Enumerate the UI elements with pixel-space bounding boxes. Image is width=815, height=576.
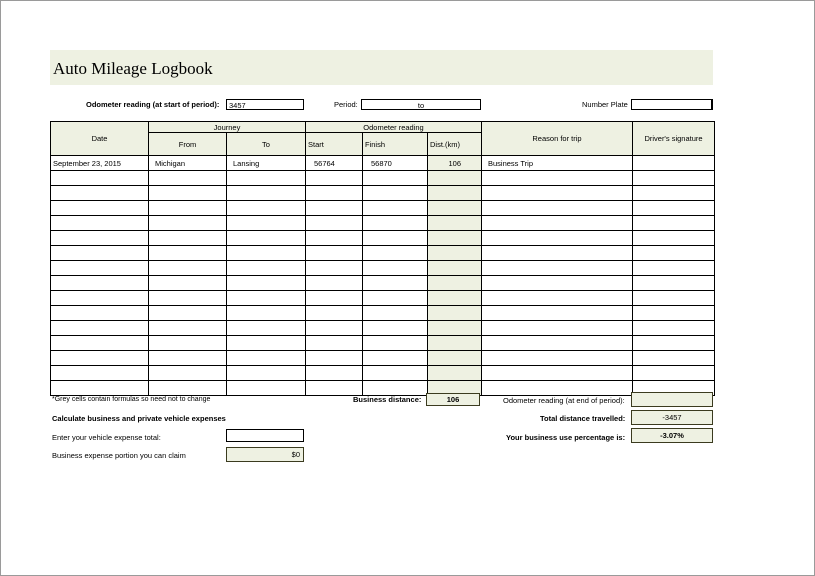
signature-cell[interactable]: [633, 366, 715, 381]
total-distance-label: Total distance travelled:: [540, 414, 626, 423]
to-cell[interactable]: [227, 186, 306, 201]
reason-cell[interactable]: [482, 366, 633, 381]
start-cell[interactable]: [306, 171, 363, 186]
start-cell[interactable]: [306, 276, 363, 291]
date-cell[interactable]: [51, 381, 149, 396]
to-cell[interactable]: [227, 201, 306, 216]
date-cell[interactable]: [51, 276, 149, 291]
start-cell[interactable]: [306, 291, 363, 306]
reason-cell[interactable]: [482, 276, 633, 291]
from-cell[interactable]: Michigan: [149, 156, 227, 171]
claim-label: Business expense portion you can claim: [52, 451, 186, 460]
from-cell[interactable]: [149, 351, 227, 366]
period-to-text: to: [417, 101, 425, 110]
signature-cell[interactable]: [633, 261, 715, 276]
start-cell[interactable]: [306, 321, 363, 336]
to-header: To: [227, 133, 306, 156]
to-cell[interactable]: [227, 336, 306, 351]
finish-cell[interactable]: [363, 366, 428, 381]
business-distance-value: 106: [426, 393, 480, 406]
total-distance-value: -3457: [631, 410, 713, 425]
reason-cell[interactable]: [482, 291, 633, 306]
from-cell[interactable]: [149, 261, 227, 276]
odometer-end-label: Odometer reading (at end of period):: [503, 396, 625, 405]
date-cell[interactable]: [51, 336, 149, 351]
dist-cell: [428, 366, 482, 381]
start-cell[interactable]: 56764: [306, 156, 363, 171]
signature-cell[interactable]: [633, 186, 715, 201]
period-label: Period:: [334, 100, 358, 109]
signature-cell[interactable]: [633, 216, 715, 231]
start-cell[interactable]: [306, 231, 363, 246]
from-cell[interactable]: [149, 291, 227, 306]
signature-cell[interactable]: [633, 276, 715, 291]
reason-cell[interactable]: [482, 231, 633, 246]
finish-cell[interactable]: [363, 336, 428, 351]
table-row: [51, 231, 715, 246]
from-cell[interactable]: [149, 201, 227, 216]
dist-cell: [428, 171, 482, 186]
date-cell[interactable]: [51, 216, 149, 231]
odometer-start-input[interactable]: 3457: [226, 99, 304, 110]
to-cell[interactable]: [227, 321, 306, 336]
dist-cell: [428, 321, 482, 336]
signature-cell[interactable]: [633, 306, 715, 321]
date-header: Date: [51, 122, 149, 156]
from-cell[interactable]: [149, 246, 227, 261]
start-cell[interactable]: [306, 261, 363, 276]
finish-cell[interactable]: [363, 201, 428, 216]
dist-cell: [428, 231, 482, 246]
expense-total-label: Enter your vehicle expense total:: [52, 433, 161, 442]
finish-cell[interactable]: [363, 246, 428, 261]
dist-cell: [428, 276, 482, 291]
start-cell[interactable]: [306, 246, 363, 261]
reason-cell[interactable]: [482, 261, 633, 276]
finish-cell[interactable]: [363, 171, 428, 186]
table-row: [51, 366, 715, 381]
from-cell[interactable]: [149, 231, 227, 246]
to-cell[interactable]: [227, 291, 306, 306]
signature-cell[interactable]: [633, 171, 715, 186]
finish-cell[interactable]: [363, 186, 428, 201]
table-row: [51, 276, 715, 291]
date-cell[interactable]: [51, 306, 149, 321]
table-row: [51, 171, 715, 186]
dist-cell: [428, 201, 482, 216]
table-row: [51, 306, 715, 321]
finish-cell[interactable]: [363, 261, 428, 276]
reason-cell[interactable]: Business Trip: [482, 156, 633, 171]
dist-cell: [428, 306, 482, 321]
start-cell[interactable]: [306, 306, 363, 321]
signature-cell[interactable]: [633, 201, 715, 216]
log-body: [51, 156, 715, 396]
journey-header: Journey: [149, 122, 306, 133]
from-cell[interactable]: [149, 186, 227, 201]
to-cell[interactable]: [227, 261, 306, 276]
finish-cell[interactable]: [363, 276, 428, 291]
date-cell[interactable]: [51, 201, 149, 216]
date-cell[interactable]: [51, 186, 149, 201]
from-header: From: [149, 133, 227, 156]
date-cell[interactable]: September 23, 2015: [51, 156, 149, 171]
table-row: [51, 261, 715, 276]
reason-cell[interactable]: [482, 171, 633, 186]
odometer-end-input[interactable]: [631, 392, 713, 407]
to-cell[interactable]: [227, 306, 306, 321]
dist-cell: [428, 261, 482, 276]
start-cell[interactable]: [306, 351, 363, 366]
business-pct-value: -3.07%: [631, 428, 713, 443]
table-row: [51, 351, 715, 366]
to-cell[interactable]: [227, 171, 306, 186]
date-cell[interactable]: [51, 321, 149, 336]
start-cell[interactable]: [306, 201, 363, 216]
from-cell[interactable]: [149, 381, 227, 396]
finish-cell[interactable]: [363, 381, 428, 396]
period-input[interactable]: [361, 99, 481, 110]
finish-cell[interactable]: [363, 291, 428, 306]
to-cell[interactable]: [227, 246, 306, 261]
dist-header: Dist.(km): [428, 133, 482, 156]
business-distance-label: Business distance:: [353, 395, 422, 404]
reason-header: Reason for trip: [482, 122, 633, 156]
finish-cell[interactable]: [363, 231, 428, 246]
signature-header: Driver's signature: [633, 122, 715, 156]
table-row: [51, 291, 715, 306]
table-row: [51, 321, 715, 336]
to-cell[interactable]: [227, 231, 306, 246]
finish-cell[interactable]: 56870: [363, 156, 428, 171]
dist-cell: [428, 216, 482, 231]
dist-cell: [428, 351, 482, 366]
business-pct-label: Your business use percentage is:: [506, 433, 626, 442]
to-cell[interactable]: [227, 381, 306, 396]
reason-cell[interactable]: [482, 216, 633, 231]
date-cell[interactable]: [51, 291, 149, 306]
signature-cell[interactable]: [633, 246, 715, 261]
signature-cell[interactable]: [633, 156, 715, 171]
date-cell[interactable]: [51, 246, 149, 261]
grey-note: *Grey cells contain formulas so need not to change: [52, 396, 211, 403]
reason-cell[interactable]: [482, 381, 633, 396]
signature-cell[interactable]: [633, 321, 715, 336]
signature-cell[interactable]: [633, 351, 715, 366]
table-row: [51, 246, 715, 261]
from-cell[interactable]: [149, 336, 227, 351]
mileage-log-table: [50, 121, 715, 396]
table-row: [51, 186, 715, 201]
start-header: Start: [306, 133, 363, 156]
page-title: Auto Mileage Logbook: [53, 59, 213, 78]
dist-cell: [428, 246, 482, 261]
to-cell[interactable]: [227, 276, 306, 291]
reason-cell[interactable]: [482, 351, 633, 366]
finish-cell[interactable]: [363, 351, 428, 366]
claim-value: $0: [226, 447, 304, 462]
from-cell[interactable]: [149, 216, 227, 231]
dist-cell: [428, 336, 482, 351]
calc-heading: Calculate business and private vehicle expenses: [52, 414, 226, 423]
from-cell[interactable]: [149, 306, 227, 321]
table-row: [51, 381, 715, 396]
date-cell[interactable]: [51, 351, 149, 366]
finish-cell[interactable]: [363, 306, 428, 321]
finish-cell[interactable]: [363, 216, 428, 231]
to-cell[interactable]: Lansing: [227, 156, 306, 171]
number-plate-label: Number Plate: [582, 100, 628, 109]
reason-cell[interactable]: [482, 201, 633, 216]
finish-cell[interactable]: [363, 321, 428, 336]
table-row: [51, 216, 715, 231]
number-plate-input[interactable]: [631, 99, 713, 110]
reason-cell[interactable]: [482, 306, 633, 321]
finish-header: Finish: [363, 133, 428, 156]
to-cell[interactable]: [227, 216, 306, 231]
odometer-start-label: Odometer reading (at start of period):: [86, 100, 220, 109]
dist-cell: 106: [428, 156, 482, 171]
reason-cell[interactable]: [482, 246, 633, 261]
to-cell[interactable]: [227, 351, 306, 366]
table-row: [51, 156, 715, 171]
reason-cell[interactable]: [482, 321, 633, 336]
to-cell[interactable]: [227, 366, 306, 381]
start-cell[interactable]: [306, 216, 363, 231]
date-cell[interactable]: [51, 366, 149, 381]
date-cell[interactable]: [51, 171, 149, 186]
start-cell[interactable]: [306, 336, 363, 351]
signature-cell[interactable]: [633, 231, 715, 246]
date-cell[interactable]: [51, 231, 149, 246]
expense-total-input[interactable]: [226, 429, 304, 442]
dist-cell: [428, 186, 482, 201]
from-cell[interactable]: [149, 366, 227, 381]
reason-cell[interactable]: [482, 336, 633, 351]
odometer-header: Odometer reading: [306, 122, 482, 133]
table-row: [51, 201, 715, 216]
from-cell[interactable]: [149, 276, 227, 291]
from-cell[interactable]: [149, 171, 227, 186]
start-cell[interactable]: [306, 186, 363, 201]
signature-cell[interactable]: [633, 291, 715, 306]
start-cell[interactable]: [306, 381, 363, 396]
signature-cell[interactable]: [633, 336, 715, 351]
start-cell[interactable]: [306, 366, 363, 381]
reason-cell[interactable]: [482, 186, 633, 201]
table-row: [51, 336, 715, 351]
date-cell[interactable]: [51, 261, 149, 276]
dist-cell: [428, 291, 482, 306]
from-cell[interactable]: [149, 321, 227, 336]
